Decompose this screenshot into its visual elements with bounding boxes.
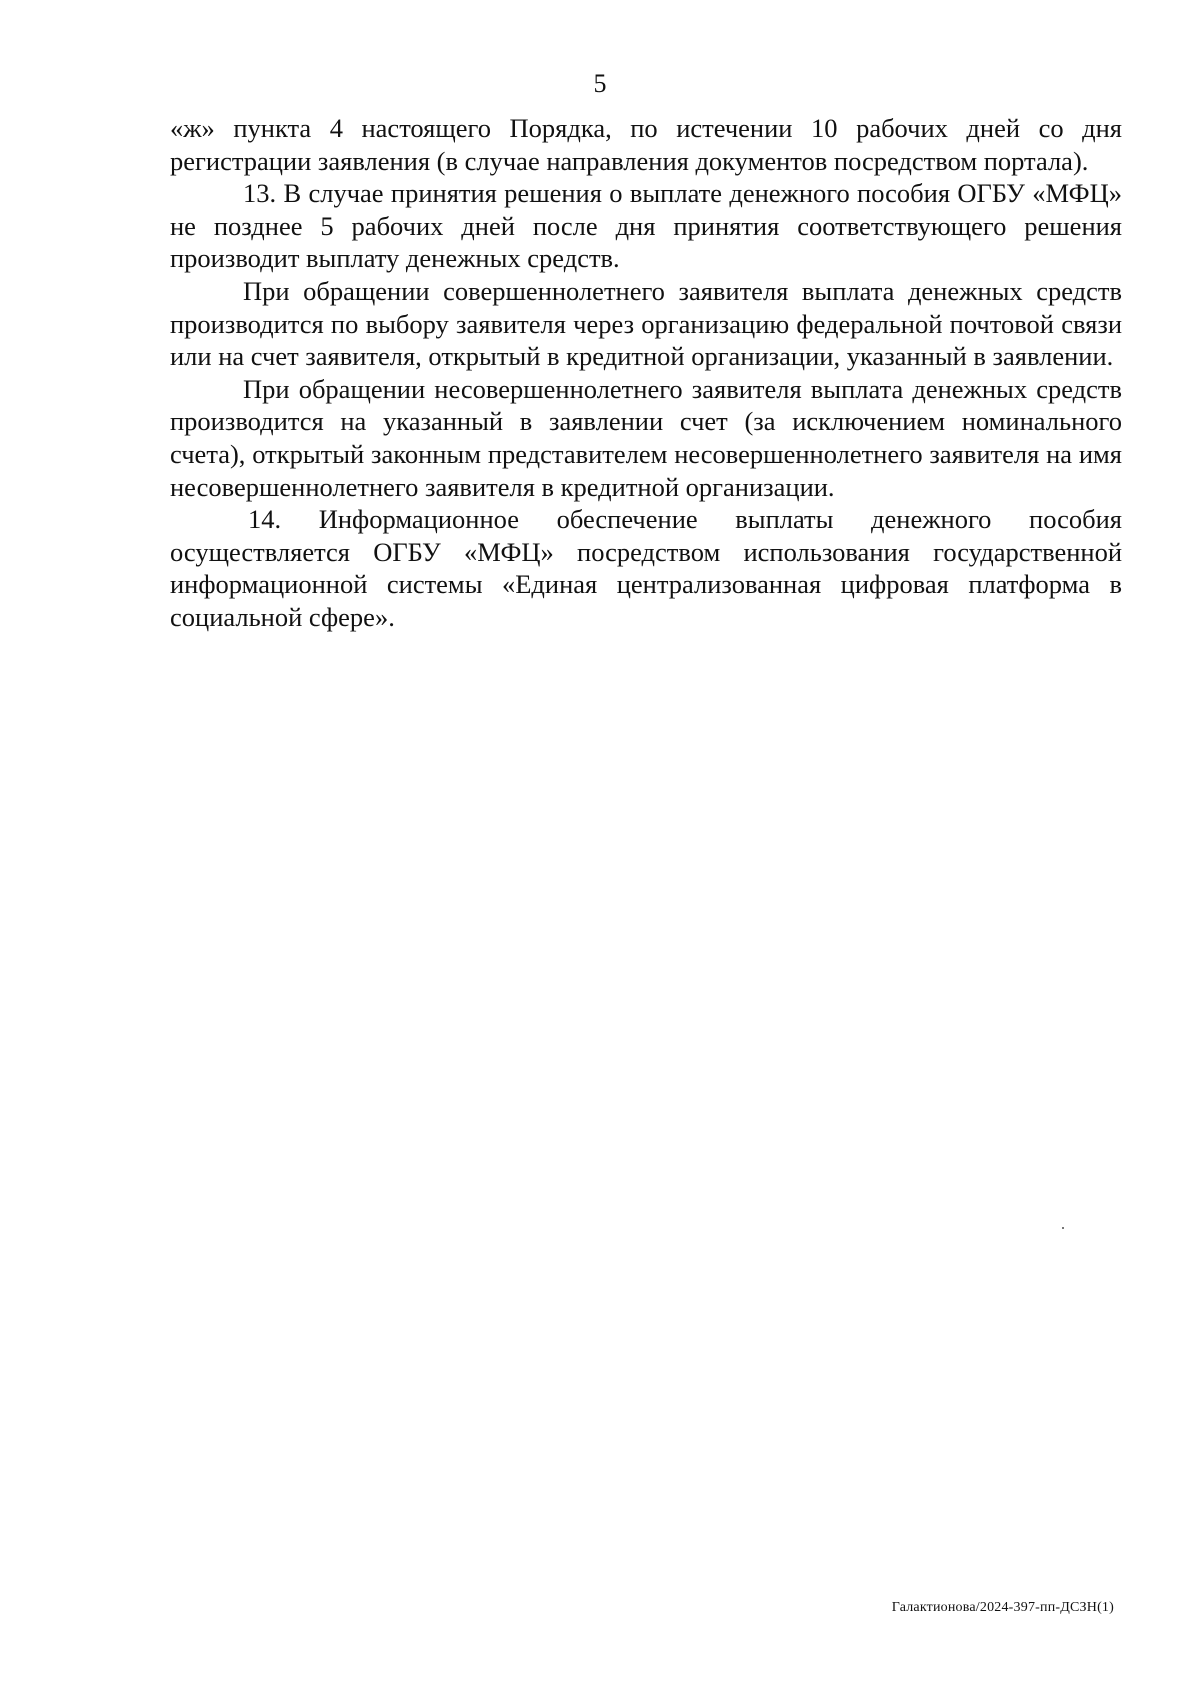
paragraph-continuation: «ж» пункта 4 настоящего Порядка, по истечении 10 рабочих дней со дня регистрации заявления (в случае направления документов посредством портала). [170, 113, 1122, 176]
scan-speck [1062, 1227, 1064, 1229]
paragraph-item-13: 13. В случае принятия решения о выплате денежного пособия ОГБУ «МФЦ» не позднее 5 рабочих дней после дня принятия соответствующего решения производит выплату денежных средств. [170, 178, 1122, 274]
page-number: 5 [593, 69, 607, 98]
paragraph-minor-applicant: При обращении несовершеннолетнего заявителя выплата денежных средств производится на указанный в заявлении счет (за исключением номинального счета), открытый законным представителем несовершеннолетнего заявителя на имя несовершеннолетнего заявителя в кредитной организации. [170, 373, 1122, 502]
footer-document-code: Галактионова/2024-397-пп-ДСЗН(1) [891, 1600, 1114, 1615]
paragraph-item-14: 14. Информационное обеспечение выплаты денежного пособия осуществляется ОГБУ «МФЦ» посредством использования государственной информационной системы «Единая централизованная цифровая платформа в социальной сфере». [170, 504, 1122, 632]
document-body [170, 112, 1122, 634]
paragraph-adult-applicant: При обращении совершеннолетнего заявителя выплата денежных средств производится по выбору заявителя через организацию федеральной почтовой связи или на счет заявителя, открытый в кредитной организации, указанный в заявлении. [170, 275, 1122, 372]
